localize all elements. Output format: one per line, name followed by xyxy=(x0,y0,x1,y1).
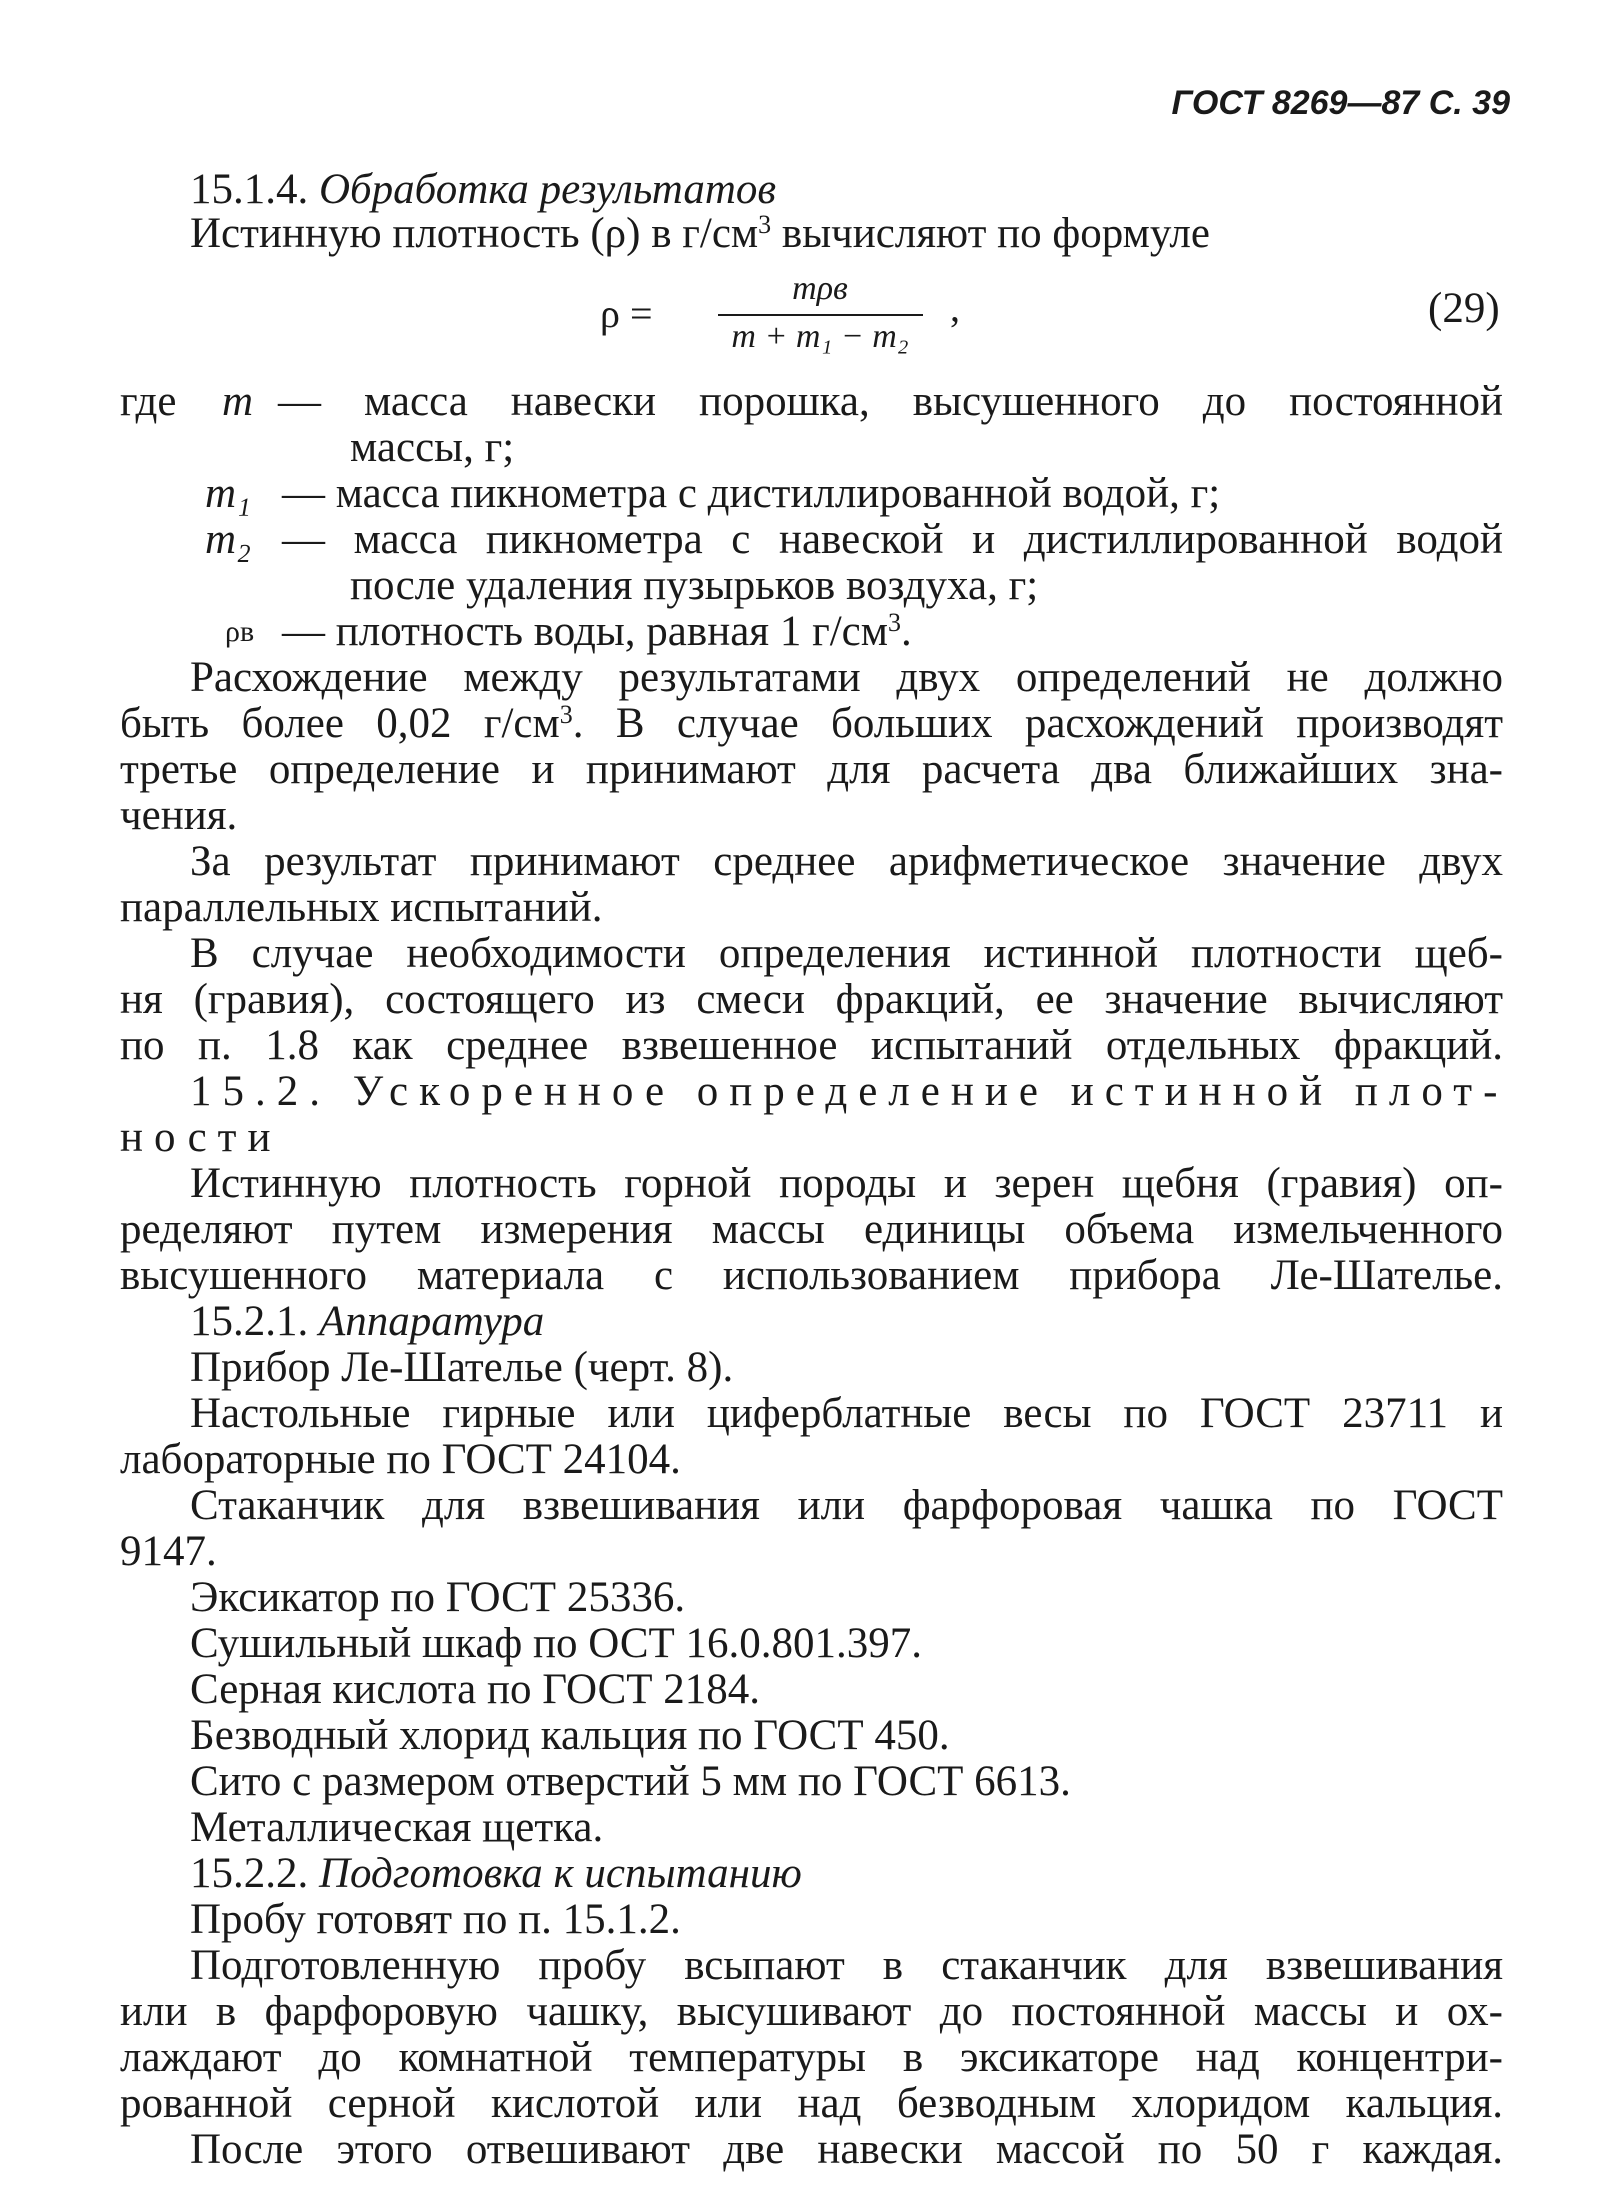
s1522-text1: Пробу готовят по п. 15.1.2. xyxy=(190,1896,681,1943)
apparatus-item-8: Сито с размером отверстий 5 мм по ГОСТ 6613. xyxy=(190,1758,1071,1805)
s1522-p-line4: рованной серной кислотой или над безводным хлоридом кальция. xyxy=(120,2080,1503,2127)
section-title: Обработка результатов xyxy=(319,166,777,213)
p2-line2: параллельных испытаний. xyxy=(120,884,603,931)
s1522-last-line: После этого отвешивают две навески массой по 50 г каждая. xyxy=(190,2126,1503,2173)
p1-line4: чения. xyxy=(120,792,238,839)
def-m2-line2: после удаления пузырьков воздуха, г; xyxy=(350,562,1039,609)
p1-text: быть более 0,02 г/см xyxy=(120,700,560,747)
symbol-rho-water: ρв xyxy=(225,615,255,648)
where-word: где xyxy=(120,378,177,425)
s1522-p-line2: или в фарфоровую чашку, высушивают до постоянной массы и ох- xyxy=(120,1988,1503,2035)
p1-text-end: . В случае больших расхождений производят xyxy=(572,700,1503,747)
apparatus-item-5: Сушильный шкаф по ОСТ 16.0.801.397. xyxy=(190,1620,923,1667)
apparatus-item-4: Эксикатор по ГОСТ 25336. xyxy=(190,1574,686,1621)
superscript: 3 xyxy=(559,700,573,729)
apparatus-item-2-line2: лабораторные по ГОСТ 24104. xyxy=(120,1436,681,1483)
p1-line3: третье определение и принимают для расчета два ближайших зна- xyxy=(120,746,1503,793)
s152-line3: высушенного материала с использованием прибора Ле-Шателье. xyxy=(120,1252,1503,1299)
def-m2-line1: — масса пикнометра с навеской и дистиллированной водой xyxy=(282,516,1503,563)
s1522-p-line3: лаждают до комнатной температуры в эксикаторе над концентри- xyxy=(120,2034,1503,2081)
apparatus-item-9: Металлическая щетка. xyxy=(190,1804,604,1851)
apparatus-item-3-line2: 9147. xyxy=(120,1528,217,1575)
def-m-line1: — масса навески порошка, высушенного до постоянной xyxy=(278,378,1503,425)
symbol-m2: m₂ xyxy=(205,516,252,563)
def-m1: — масса пикнометра с дистиллированной водой, г; xyxy=(282,470,1221,517)
section-15-2-heading-line1: 15.2. Ускоренное определение истинной плот- xyxy=(190,1068,1509,1115)
symbol-m1: m₁ xyxy=(205,470,252,517)
section-number: 15.2.1. xyxy=(190,1298,309,1345)
symbol-m: m xyxy=(222,378,254,425)
apparatus-item-6: Серная кислота по ГОСТ 2184. xyxy=(190,1666,761,1713)
section-number: 15.1.4. xyxy=(190,166,309,213)
superscript: 3 xyxy=(887,608,901,637)
intro-text: Истинную плотность (ρ) в г/см xyxy=(190,210,759,257)
section-15-2-2-heading xyxy=(190,1850,802,1898)
superscript: 3 xyxy=(758,210,772,239)
formula-29 xyxy=(600,270,980,360)
apparatus-item-2-line1: Настольные гирные или циферблатные весы по ГОСТ 23711 и xyxy=(190,1390,1503,1437)
formula-denominator: m + m₁ − m₂ xyxy=(731,318,909,355)
formula-numerator: mρв xyxy=(792,270,848,307)
apparatus-item-1: Прибор Ле-Шателье (черт. 8). xyxy=(190,1344,734,1391)
section-15-2-1-heading xyxy=(190,1298,544,1346)
def-rho-water xyxy=(282,608,912,656)
apparatus-item-3-line1: Стаканчик для взвешивания или фарфоровая чашка по ГОСТ xyxy=(190,1482,1503,1529)
section-title: Аппаратура xyxy=(319,1298,545,1345)
p1-line1: Расхождение между результатами двух определений не должно xyxy=(190,654,1503,701)
p3-line3: по п. 1.8 как среднее взвешенное испытаний отдельных фракций. xyxy=(120,1022,1503,1069)
s152-line2: ределяют путем измерения массы единицы объема измельченного xyxy=(120,1206,1503,1253)
def-m-line2: массы, г; xyxy=(350,424,515,471)
s1522-p-line1: Подготовленную пробу всыпают в стаканчик для взвешивания xyxy=(190,1942,1503,1989)
p3-line2: ня (гравия), состоящего из смеси фракций, ее значение вычисляют xyxy=(120,976,1503,1023)
p1-line2 xyxy=(120,700,1503,748)
fraction-bar xyxy=(718,314,923,316)
p3-line1: В случае необходимости определения истинной плотности щеб- xyxy=(190,930,1503,977)
formula-comma: , xyxy=(950,285,960,330)
formula-lhs: ρ = xyxy=(600,291,653,336)
formula-intro xyxy=(190,210,1210,258)
page-header: ГОСТ 8269—87 С. 39 xyxy=(1171,84,1510,122)
section-15-1-4-heading xyxy=(190,166,776,214)
p2-line1: За результат принимают среднее арифметическое значение двух xyxy=(190,838,1503,885)
def-rho-text: — плотность воды, равная 1 г/см xyxy=(282,608,888,655)
equation-number: (29) xyxy=(1428,285,1500,332)
section-number: 15.2.2. xyxy=(190,1850,309,1897)
def-rho-dot: . xyxy=(900,608,912,655)
intro-text-end: вычисляют по формуле xyxy=(771,210,1210,257)
s152-line1: Истинную плотность горной породы и зерен щебня (гравия) оп- xyxy=(190,1160,1503,1207)
section-title: Подготовка к испытанию xyxy=(319,1850,802,1897)
apparatus-item-7: Безводный хлорид кальция по ГОСТ 450. xyxy=(190,1712,950,1759)
section-15-2-heading-line2: ности xyxy=(120,1114,282,1161)
